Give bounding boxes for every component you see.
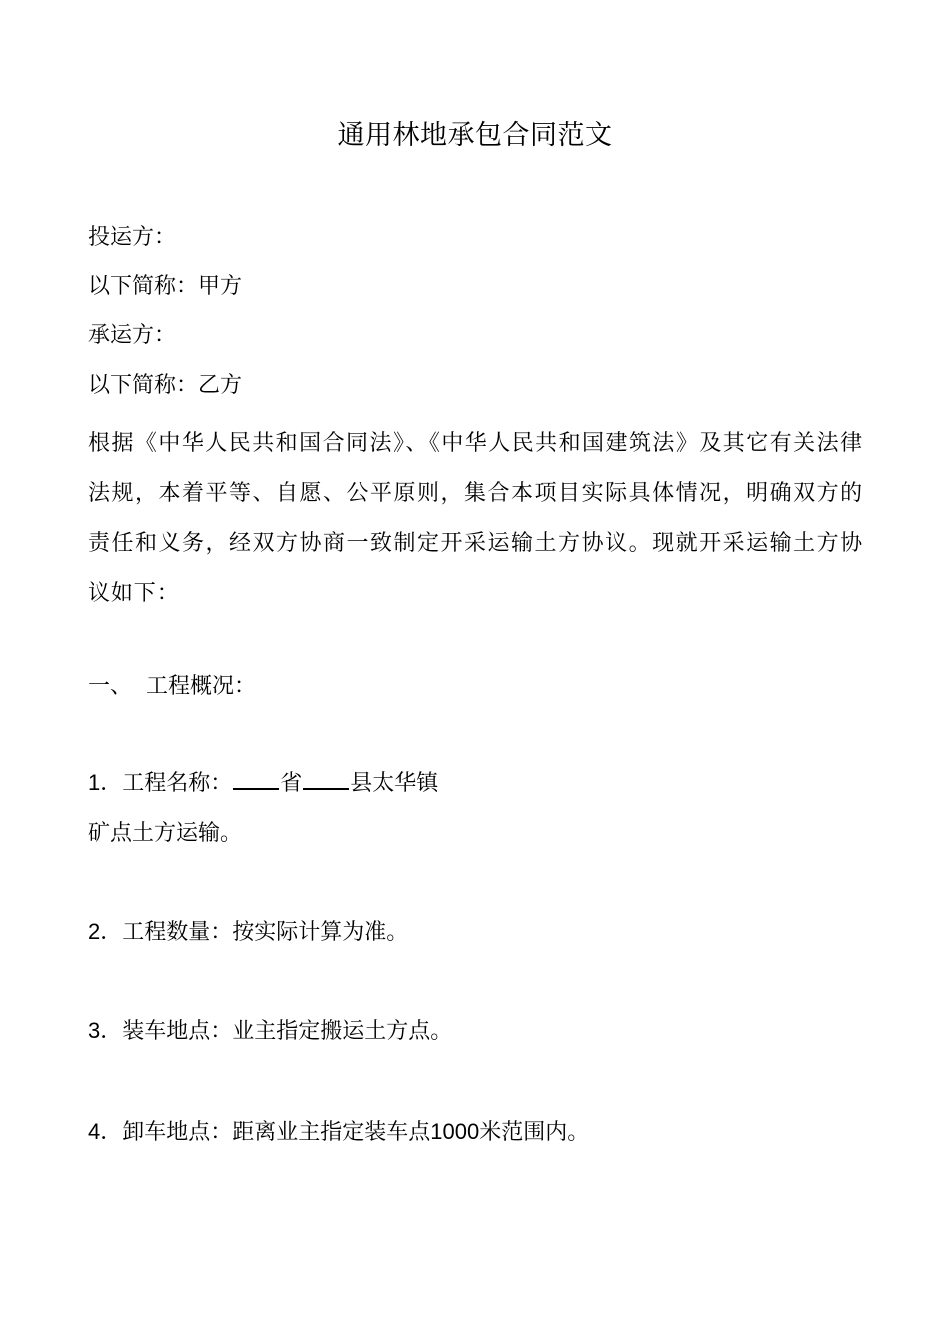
item-4-text-after: 米范围内。 [479, 1120, 590, 1145]
section-heading-project-overview: 一、 工程概况： [88, 674, 256, 699]
item-2-quantity [88, 916, 408, 949]
item-2-text: 工程数量：按实际计算为准。 [122, 920, 409, 945]
county-blank [303, 768, 349, 790]
party-a-label: 投运方： [88, 225, 177, 250]
item-1-number: 1． [88, 770, 123, 795]
item-1-continuation: 矿点土方运输。 [88, 821, 243, 846]
item-1-project-name [88, 767, 438, 800]
item-2-number: 2． [88, 919, 123, 944]
item-1-label: 工程名称： [122, 771, 233, 796]
party-b-alias: 以下简称：乙方 [88, 373, 243, 398]
item-4-number: 4． [88, 1119, 123, 1144]
item-3-number: 3． [88, 1018, 123, 1043]
document-title: 通用林地承包合同范文 [337, 120, 613, 151]
item-3-loading-site [88, 1015, 452, 1048]
party-b-label: 承运方： [88, 323, 177, 348]
item-4-text-before: 卸车地点：距离业主指定装车点 [122, 1120, 431, 1145]
county-suffix: 县太华镇 [350, 771, 439, 796]
province-blank [233, 768, 279, 790]
party-a-alias: 以下简称：甲方 [88, 274, 243, 299]
item-4-distance: 1000 [430, 1119, 480, 1144]
item-4-unloading-site [88, 1116, 589, 1149]
item-3-text: 装车地点：业主指定搬运土方点。 [122, 1019, 453, 1044]
province-suffix: 省 [280, 771, 303, 796]
preamble-paragraph: 根据《中华人民共和国合同法》、《中华人民共和国建筑法》及其它有关法律法规，本着平等、自愿、公平原则，集合本项目实际具体情况，明确双方的责任和义务，经双方协商一致制定开采运输土方协议。现就开采运输土方协议如下： [88, 431, 863, 606]
